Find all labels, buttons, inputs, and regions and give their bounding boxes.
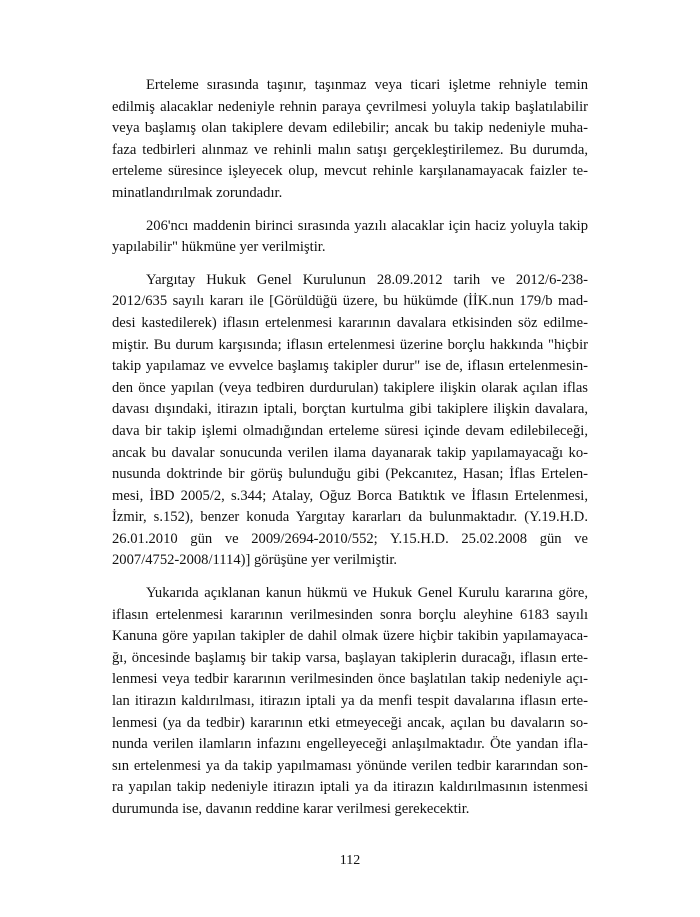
text-line: lenmesi (ya da tedbir) kararının etki etmeyeceği ancak, açılan bu davaların so- [112,714,588,731]
text-line: 2012/635 sayılı kararı ile [Görüldüğü üzere, bu hükümde (İİK.nun 179/b mad- [112,293,588,310]
text-line: nunda verilen ilamların infazını engelleyeceği anlaşılmaktadır. Öte yandan ifla- [112,736,588,753]
text-line: veya başlamış olan takiplere devam edilebilir; ancak bu takip nedeniyle muha- [112,120,588,137]
paragraph [112,583,588,821]
text-line: lan itirazın kaldırılması, itirazın iptali ya da menfi tespit davalarına iflasın erte- [112,693,588,710]
text-line: desi kastedilerek) iflasın ertelenmesi kararının davalara etkisinden söz edilme- [112,314,588,331]
text-line: 2007/4752-2008/1114)] görüşüne yer verilmiştir. [112,552,398,569]
text-line: lenmesi veya tedbir kararının verilmesinden önce başlatılan takip nedeniyle açı- [112,671,588,688]
text-line: mesi, İBD 2005/2, s.344; Atalay, Oğuz Borca Batıktık ve İflasın Ertelenmesi, [112,487,588,504]
text-line: den önce yapılan (veya tedbiren durdurulan) takiplere ilişkin olarak açılan iflas [112,379,588,396]
text-line: Erteleme sırasında taşınır, taşınmaz veya ticari işletme rehniyle temin [146,77,588,93]
text-line: ğı, öncesinde başlamış bir takip varsa, başlayan takiplerin duracağı, iflasın erte- [112,649,588,666]
text-line: iflasın ertelenmesi kararının verilmesinden sonra borçlu aleyhine 6183 sayılı [112,606,588,623]
text-line: ra yapılan takip nedeniyle itirazın iptali ya da itirazın kaldırılmasının istenmesi [112,779,588,796]
text-line: miştir. Bu durum karşısında; iflasın ertelenmesi üzerine borçlu hakkında "hiçbir [112,336,588,353]
text-line: ancak bu davalar sonucunda verilen ilama dayanarak takip yapılamayacağı ko- [112,444,588,461]
page-number: 112 [339,853,361,868]
text-line: minatlandırılmak zorundadır. [112,184,283,201]
text-line: Yargıtay Hukuk Genel Kurulunun 28.09.2012 tarih ve 2012/6-238- [146,271,588,288]
text-line: İzmir, s.152), benzer konuda Yargıtay kararları da bulunmaktadır. (Y.19.H.D. [112,509,588,526]
paragraph [112,75,588,205]
text-line: davası dışındaki, itirazın iptali, borçtan kurtulma gibi takiplere ilişkin davalara, [112,401,588,418]
text-line: durumunda ise, davanın reddine karar verilmesi gerekecektir. [112,801,470,817]
document-body [112,75,588,832]
text-line: takip yapılamaz ve evvelce başlamış takipler durur" ise de, iflasın ertelenmesin- [112,358,588,375]
text-line: Yukarıda açıklanan kanun hükmü ve Hukuk Genel Kurulu kararına göre, [146,585,588,602]
text-line: edilmiş alacaklar nedeniyle rehnin paraya çevrilmesi yoluyla takip başlatılabilir [112,98,588,115]
text-line: dava bir takip işlemi olmadığından erteleme süresi içinde devam edilebileceği, [112,422,588,439]
text-line: Kanuna göre yapılan takipler de dahil olmak üzere hiçbir takibin yapılamayaca- [112,628,588,645]
text-line: yapılabilir" hükmüne yer verilmiştir. [112,239,326,256]
text-line: faza tedbirleri alınmaz ve rehinli malın satışı gerçekleştirilemez. Bu durumda, [112,141,588,158]
paragraph [112,270,588,572]
text-line: nusunda doktrinde bir görüş bulunduğu gibi (Pekcanıtez, Hasan; İflas Ertelen- [112,466,588,483]
text-line: 26.01.2010 gün ve 2009/2694-2010/552; Y.15.H.D. 25.02.2008 gün ve [112,530,588,547]
text-line: 206'ncı maddenin birinci sırasında yazılı alacaklar için haciz yoluyla takip [146,217,588,234]
text-line: sın ertelenmesi ya da takip yapılmaması yönünde verilen tedbir kararından son- [112,757,588,774]
paragraph [112,216,588,259]
text-line: erteleme süresince işleyecek olup, mevcut rehinle karşılanamayacak faizler te- [112,163,588,180]
